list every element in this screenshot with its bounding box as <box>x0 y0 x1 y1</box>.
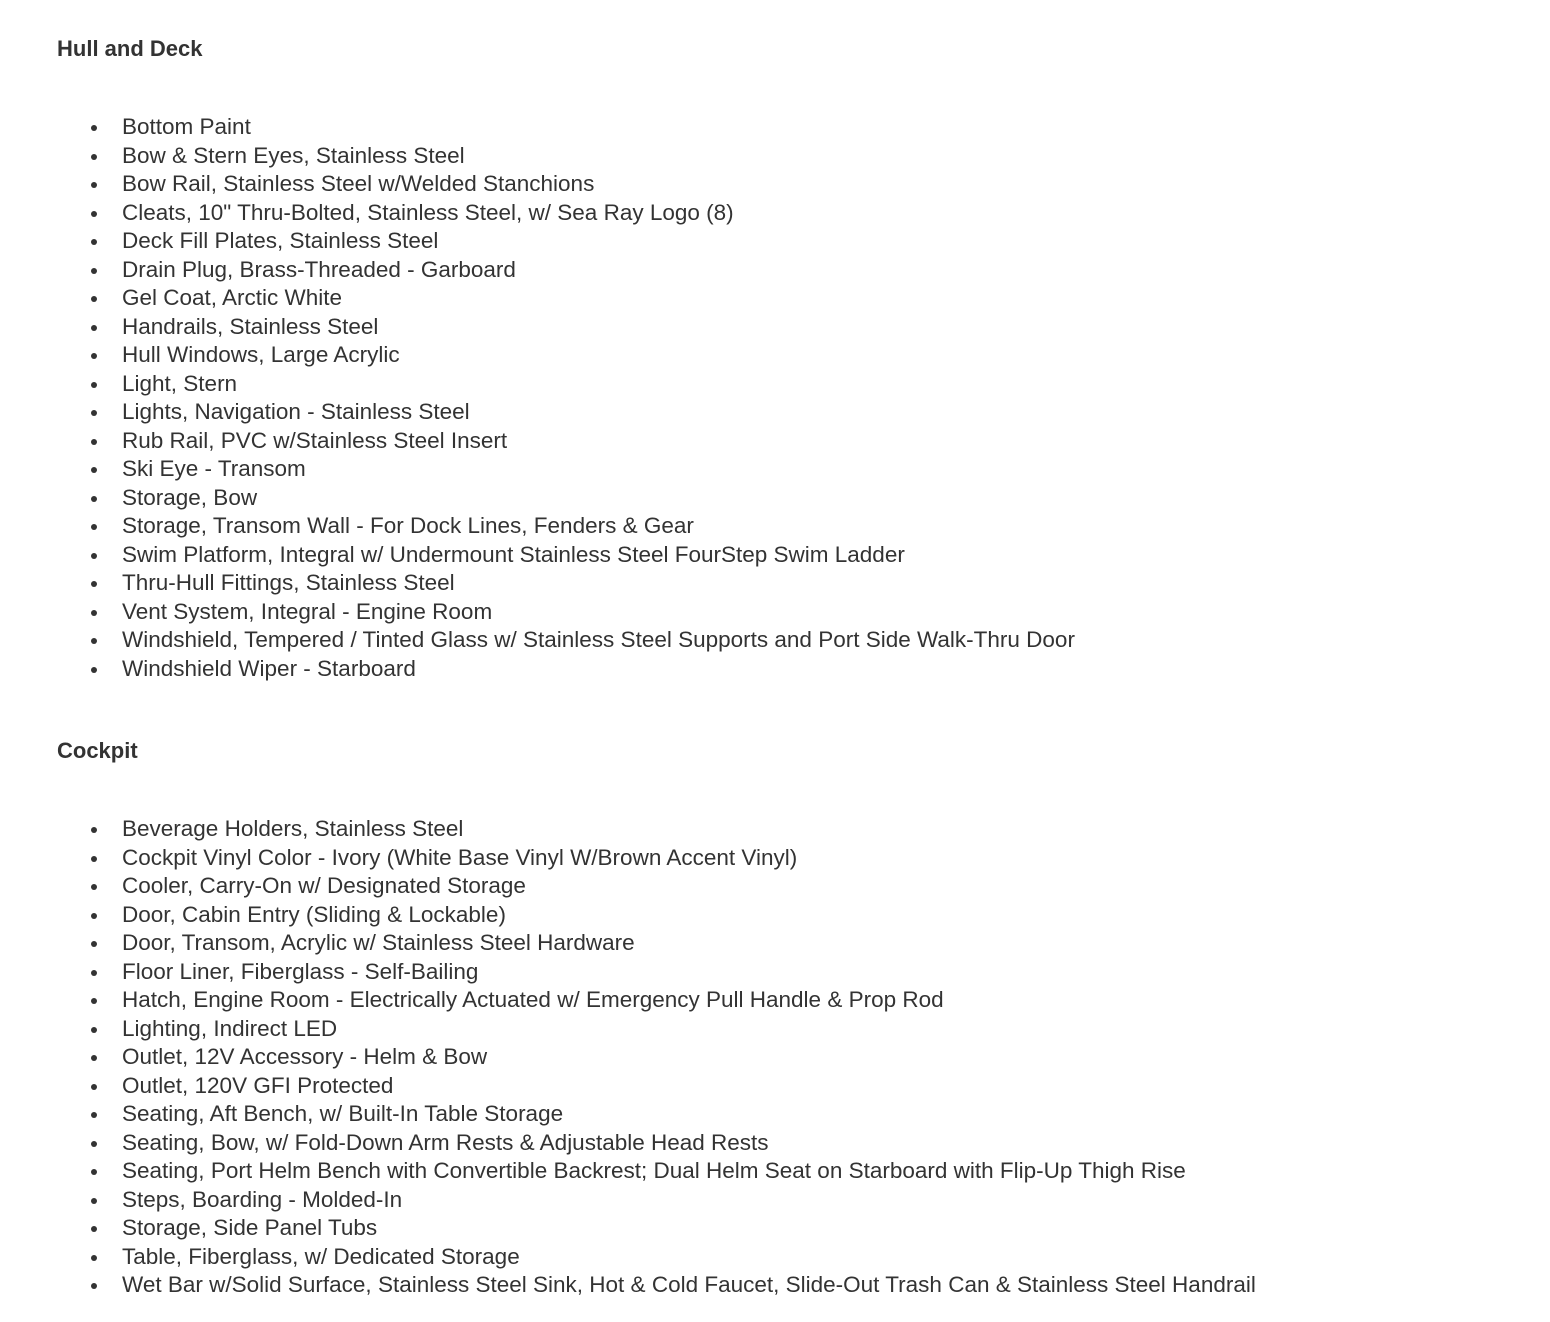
list-item <box>57 1186 1517 1215</box>
list-item-text: Lighting, Indirect LED <box>122 1015 338 1041</box>
bullet-icon <box>91 211 97 217</box>
list-item <box>57 341 1517 370</box>
list-item-text: Windshield, Tempered / Tinted Glass w/ Stainless Steel Supports and Port Side Walk-Thru Door <box>122 627 1075 652</box>
list-item-text: Door, Cabin Entry (Sliding & Lockable) <box>122 901 506 927</box>
bullet-icon <box>91 239 97 245</box>
list-item <box>57 1015 1517 1044</box>
list-item <box>57 398 1517 427</box>
bullet-icon <box>91 913 97 919</box>
bullet-icon <box>91 467 97 473</box>
bullet-icon <box>91 325 97 331</box>
list-item-text: Cleats, 10" Thru-Bolted, Stainless Steel, w/ Sea Ray Logo (8) <box>122 199 734 225</box>
list-item-text: Hull Windows, Large Acrylic <box>122 342 400 367</box>
list-item <box>57 199 1517 228</box>
list-item <box>57 256 1517 285</box>
bullet-icon <box>91 553 97 559</box>
list-item <box>57 958 1517 987</box>
list-item-text: Ski Eye - Transom <box>122 456 306 481</box>
list-item-text: Bow & Stern Eyes, Stainless Steel <box>122 142 465 168</box>
list-item <box>57 598 1517 627</box>
list-item <box>57 872 1517 901</box>
list-item <box>57 541 1517 570</box>
list-item <box>57 1271 1517 1300</box>
list-item <box>57 655 1517 684</box>
list-item-text: Seating, Bow, w/ Fold-Down Arm Rests & Adjustable Head Rests <box>122 1129 769 1155</box>
list-item <box>57 113 1517 142</box>
list-item-text: Storage, Transom Wall - For Dock Lines, Fenders & Gear <box>122 513 694 538</box>
bullet-icon <box>91 410 97 416</box>
list-item-text: Storage, Bow <box>122 484 258 510</box>
list-item <box>57 901 1517 930</box>
list-item-text: Deck Fill Plates, Stainless Steel <box>122 228 439 253</box>
bullet-icon <box>91 496 97 502</box>
list-item <box>57 1100 1517 1129</box>
bullet-icon <box>91 970 97 976</box>
list-item-text: Cooler, Carry-On w/ Designated Storage <box>122 873 526 898</box>
list-item <box>57 1157 1517 1186</box>
list-item-text: Door, Transom, Acrylic w/ Stainless Steel Hardware <box>122 930 635 955</box>
list-item <box>57 844 1517 873</box>
bullet-icon <box>91 1226 97 1232</box>
list-item <box>57 1243 1517 1272</box>
list-item <box>57 227 1517 256</box>
bullet-icon <box>91 1283 97 1289</box>
bullet-icon <box>91 884 97 890</box>
list-item-text: Windshield Wiper - Starboard <box>122 655 416 681</box>
list-item <box>57 929 1517 958</box>
list-item <box>57 427 1517 456</box>
list-item-text: Hatch, Engine Room - Electrically Actuated w/ Emergency Pull Handle & Prop Rod <box>122 987 944 1012</box>
bullet-icon <box>91 667 97 673</box>
list-item <box>57 986 1517 1015</box>
list-item-text: Drain Plug, Brass-Threaded - Garboard <box>122 256 516 282</box>
list-item <box>57 1072 1517 1101</box>
bullet-icon <box>91 524 97 530</box>
bullet-icon <box>91 1112 97 1118</box>
bullet-icon <box>91 382 97 388</box>
list-item <box>57 313 1517 342</box>
bullet-icon <box>91 1027 97 1033</box>
list-item-text: Bow Rail, Stainless Steel w/Welded Stanchions <box>122 171 595 196</box>
bullet-icon <box>91 941 97 947</box>
list-item-text: Floor Liner, Fiberglass - Self-Bailing <box>122 958 479 984</box>
list-item <box>57 455 1517 484</box>
list-item <box>57 284 1517 313</box>
list-item <box>57 142 1517 171</box>
bullet-icon <box>91 125 97 131</box>
list-item-text: Beverage Holders, Stainless Steel <box>122 816 464 841</box>
list-item <box>57 1043 1517 1072</box>
bullet-icon <box>91 827 97 833</box>
list-item <box>57 512 1517 541</box>
list-item-text: Bottom Paint <box>122 114 251 139</box>
bullet-icon <box>91 638 97 644</box>
section-heading-cockpit: Cockpit <box>57 738 138 763</box>
list-item-text: Rub Rail, PVC w/Stainless Steel Insert <box>122 427 508 453</box>
bullet-icon <box>91 439 97 445</box>
bullet-icon <box>91 1141 97 1147</box>
list-item <box>57 484 1517 513</box>
bullet-icon <box>91 1198 97 1204</box>
list-item <box>57 815 1517 844</box>
list-item-text: Outlet, 120V GFI Protected <box>122 1072 394 1098</box>
list-item-text: Storage, Side Panel Tubs <box>122 1215 378 1240</box>
hull-and-deck-feature-list <box>57 113 1517 683</box>
bullet-icon <box>91 581 97 587</box>
list-item-text: Vent System, Integral - Engine Room <box>122 598 493 624</box>
list-item-text: Gel Coat, Arctic White <box>122 285 343 310</box>
list-item-text: Handrails, Stainless Steel <box>122 313 379 339</box>
bullet-icon <box>91 353 97 359</box>
list-item <box>57 1129 1517 1158</box>
list-item <box>57 170 1517 199</box>
list-item <box>57 370 1517 399</box>
list-item-text: Light, Stern <box>122 370 238 396</box>
list-item-text: Steps, Boarding - Molded-In <box>122 1186 403 1212</box>
list-item-text: Swim Platform, Integral w/ Undermount Stainless Steel FourStep Swim Ladder <box>122 541 905 567</box>
bullet-icon <box>91 1255 97 1261</box>
bullet-icon <box>91 154 97 160</box>
list-item-text: Seating, Aft Bench, w/ Built-In Table Storage <box>122 1101 564 1126</box>
list-item <box>57 569 1517 598</box>
bullet-icon <box>91 610 97 616</box>
list-item-text: Outlet, 12V Accessory - Helm & Bow <box>122 1044 488 1069</box>
list-item-text: Cockpit Vinyl Color - Ivory (White Base Vinyl W/Brown Accent Vinyl) <box>122 844 798 870</box>
bullet-icon <box>91 998 97 1004</box>
list-item-text: Seating, Port Helm Bench with Convertible Backrest; Dual Helm Seat on Starboard with Flip-Up Thigh Rise <box>122 1158 1186 1183</box>
list-item <box>57 626 1517 655</box>
bullet-icon <box>91 1169 97 1175</box>
list-item-text: Thru-Hull Fittings, Stainless Steel <box>122 570 455 595</box>
list-item-text: Lights, Navigation - Stainless Steel <box>122 399 470 424</box>
list-item <box>57 1214 1517 1243</box>
bullet-icon <box>91 296 97 302</box>
bullet-icon <box>91 856 97 862</box>
section-heading-hull-and-deck: Hull and Deck <box>57 36 203 61</box>
bullet-icon <box>91 268 97 274</box>
list-item-text: Wet Bar w/Solid Surface, Stainless Steel Sink, Hot & Cold Faucet, Slide-Out Trash Can & Stainless Steel Handrail <box>122 1272 1256 1297</box>
bullet-icon <box>91 1084 97 1090</box>
list-item-text: Table, Fiberglass, w/ Dedicated Storage <box>122 1243 520 1269</box>
spec-document <box>57 0 1517 1300</box>
bullet-icon <box>91 182 97 188</box>
bullet-icon <box>91 1055 97 1061</box>
cockpit-feature-list <box>57 815 1517 1300</box>
